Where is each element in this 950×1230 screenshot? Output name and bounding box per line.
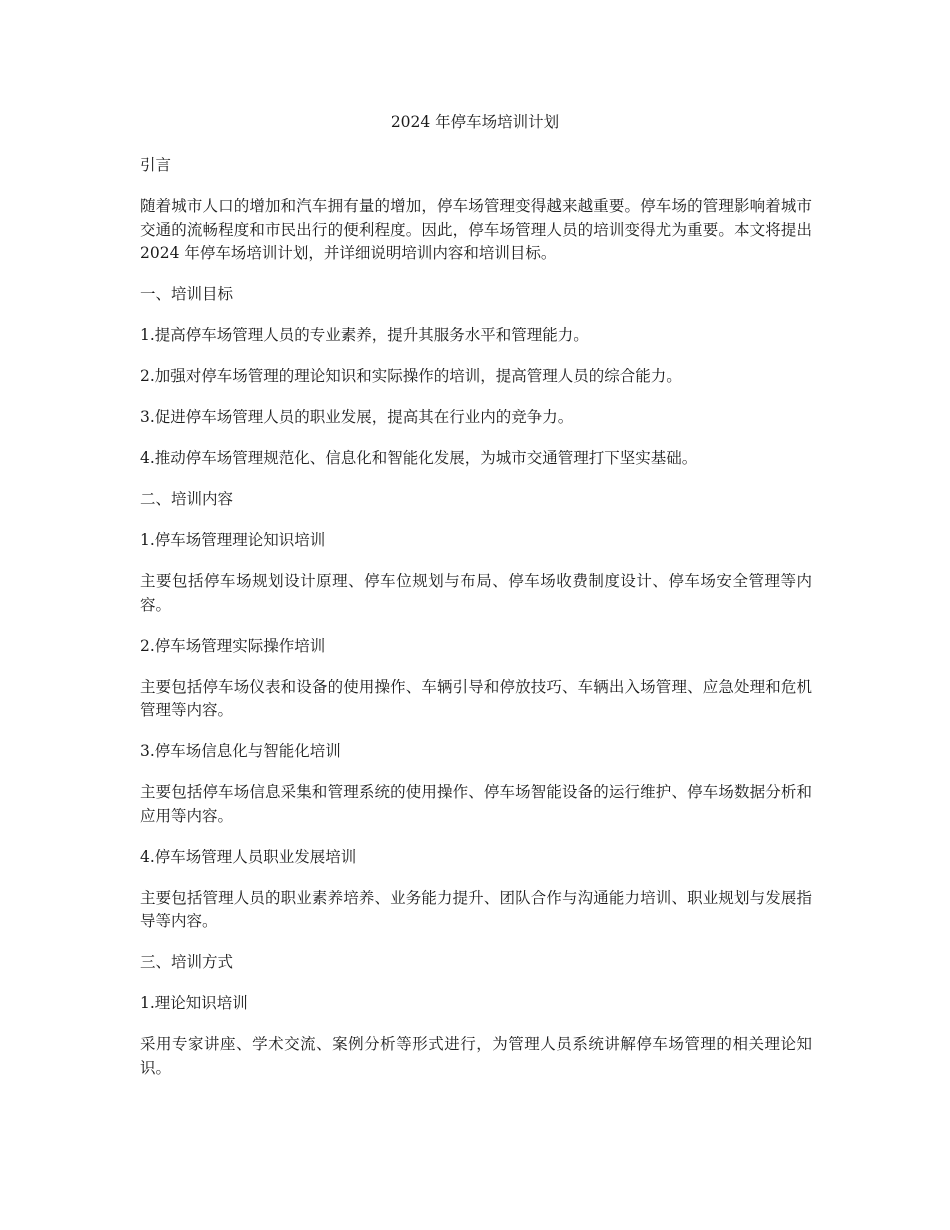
list-item-goal-2: 2.加强对停车场管理的理论知识和实际操作的培训，提高管理人员的综合能力。 bbox=[140, 367, 682, 385]
list-item-goal-4: 4.推动停车场管理规范化、信息化和智能化发展，为城市交通管理打下坚实基础。 bbox=[140, 449, 698, 467]
list-item-goal-1: 1.提高停车场管理人员的专业素养，提升其服务水平和管理能力。 bbox=[140, 326, 589, 344]
subheading-content-2: 2.停车场管理实际操作培训 bbox=[140, 636, 326, 655]
section-heading-training-goals: 一、培训目标 bbox=[140, 285, 234, 303]
subheading-content-4: 4.停车场管理人员职业发展培训 bbox=[140, 847, 357, 866]
document-body bbox=[140, 154, 812, 1098]
section-heading-training-methods: 三、培训方式 bbox=[140, 953, 234, 971]
subheading-content-1: 1.停车场管理理论知识培训 bbox=[140, 531, 326, 549]
paragraph-content-3: 主要包括停车场信息采集和管理系统的使用操作、停车场智能设备的运行维护、停车场数据分析和应用等内容。 bbox=[140, 783, 812, 825]
subheading-content-3: 3.停车场信息化与智能化培训 bbox=[140, 742, 341, 760]
paragraph-content-4: 主要包括管理人员的职业素养培养、业务能力提升、团队合作与沟通能力培训、职业规划与发展指导等内容。 bbox=[140, 888, 812, 930]
list-item-goal-3: 3.促进停车场管理人员的职业发展，提高其在行业内的竞争力。 bbox=[140, 408, 574, 426]
paragraph-introduction: 随着城市人口的增加和汽车拥有量的增加，停车场管理变得越来越重要。停车场的管理影响着城市交通的流畅程度和市民出行的便利程度。因此，停车场管理人员的培训变得尤为重要。本文将提出 2024 年停车场培训计划，并详细说明培训内容和培训目标。 bbox=[140, 197, 812, 262]
section-heading-training-content: 二、培训内容 bbox=[140, 490, 234, 508]
paragraph-content-2: 主要包括停车场仪表和设备的使用操作、车辆引导和停放技巧、车辆出入场管理、应急处理和危机管理等内容。 bbox=[140, 677, 812, 719]
subheading-method-1: 1.理论知识培训 bbox=[140, 994, 248, 1012]
paragraph-content-1: 主要包括停车场规划设计原理、停车位规划与布局、停车场收费制度设计、停车场安全管理等内容。 bbox=[140, 572, 812, 614]
document-title: 2024 年停车场培训计划 bbox=[390, 113, 560, 131]
paragraph-method-1: 采用专家讲座、学术交流、案例分析等形式进行，为管理人员系统讲解停车场管理的相关理论知识。 bbox=[140, 1035, 812, 1077]
section-heading-introduction: 引言 bbox=[140, 156, 172, 174]
